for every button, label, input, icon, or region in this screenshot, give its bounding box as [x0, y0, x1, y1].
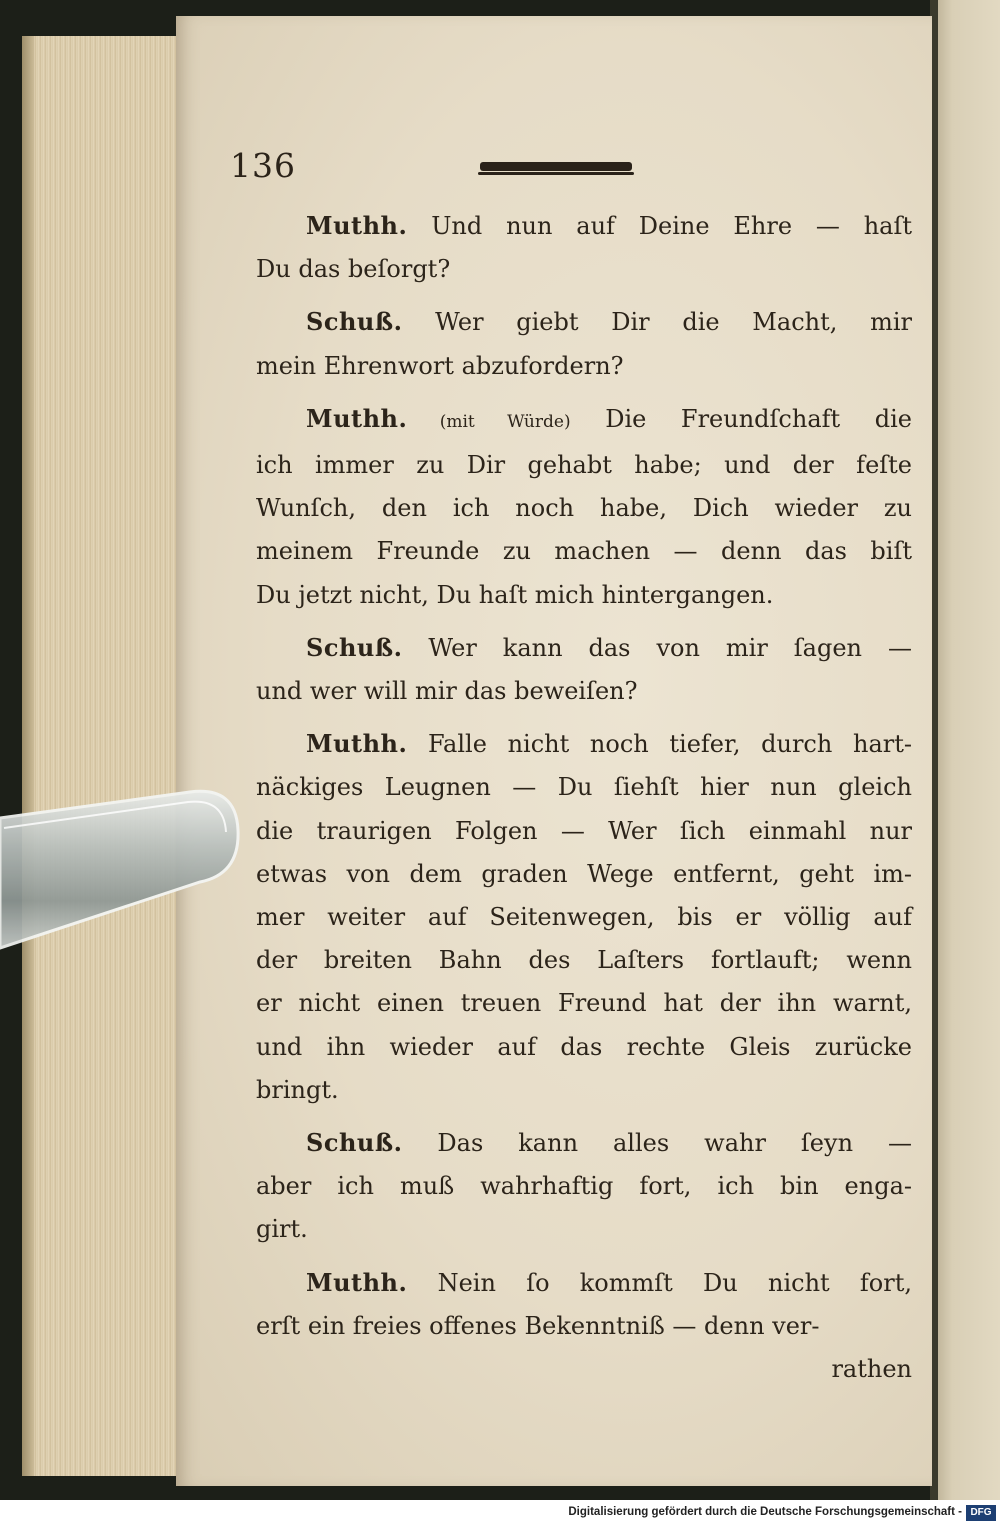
text-line: [256, 939, 912, 982]
line-text: Die Freundſchaft die: [570, 404, 913, 433]
line-text: erſt ein freies offenes Bekenntniß — denn ver-: [256, 1311, 820, 1340]
line-text: aber ich muß wahrhaftig fort, ich bin enga-: [256, 1172, 912, 1201]
speech-paragraph: [256, 626, 912, 713]
speaker-name: Muthh.: [306, 403, 408, 433]
text-line: [256, 1208, 912, 1251]
line-text: die traurigen Folgen — Wer ſich einmahl nur: [256, 816, 912, 845]
text-line: [256, 300, 912, 344]
speaker-name: Schuß.: [306, 307, 403, 337]
page-number: 136: [230, 146, 296, 185]
text-line: [256, 444, 912, 487]
line-text: ich immer zu Dir gehabt habe; und der feſte: [256, 451, 912, 480]
page-clip: [0, 788, 240, 954]
header-ornament-rule-lower: [478, 172, 634, 175]
speaker-name: Muthh.: [306, 729, 408, 759]
page-text: [256, 204, 912, 1400]
line-text: etwas von dem graden Wege entfernt, geht im-: [256, 859, 912, 888]
line-text: er nicht einen treuen Freund hat der ihn warnt,: [256, 989, 912, 1018]
line-text: Wunſch, den ich noch habe, Dich wieder zu: [256, 494, 912, 523]
line-text: meinem Freunde zu machen — denn das biſt: [256, 537, 912, 566]
line-text: Und nun auf Deine Ehre — haſt: [407, 212, 912, 240]
text-line: [256, 204, 912, 248]
text-line: [256, 670, 912, 713]
text-line: [256, 1305, 912, 1348]
speech-paragraph: [256, 1261, 912, 1392]
line-text: Du das beſorgt?: [256, 255, 451, 284]
text-line: [256, 248, 912, 291]
line-text: girt.: [256, 1215, 308, 1244]
text-line: [256, 766, 912, 809]
line-text: mer weiter auf Seitenwegen, bis er völlig auf: [256, 903, 912, 932]
text-line: [256, 722, 912, 766]
header-ornament-rule: [480, 162, 632, 171]
line-text: Nein ſo kommſt Du nicht fort,: [407, 1268, 912, 1297]
stage-direction: (mit Würde): [407, 411, 571, 432]
text-line: [256, 1026, 912, 1069]
text-line: [256, 530, 912, 573]
text-line: [256, 853, 912, 896]
line-text: Das kann alles wahr ſeyn —: [402, 1129, 912, 1158]
text-line: [256, 1261, 912, 1305]
text-line: [256, 896, 912, 939]
footer-bar: [0, 1500, 1000, 1528]
speech-paragraph: [256, 1121, 912, 1252]
right-page: [932, 0, 1000, 1500]
speaker-name: Muthh.: [306, 1267, 408, 1297]
text-line: [256, 810, 912, 853]
line-text: und ihn wieder auf das rechte Gleis zurücke: [256, 1032, 912, 1061]
line-text: und wer will mir das beweiſen?: [256, 677, 638, 706]
speaker-name: Muthh.: [306, 211, 408, 240]
line-text: Du jetzt nicht, Du haſt mich hintergangen.: [256, 580, 774, 609]
catchword: rathen: [831, 1355, 912, 1384]
speech-paragraph: [256, 397, 912, 617]
text-line: [256, 1165, 912, 1208]
line-text: Falle nicht noch tiefer, durch hart-: [407, 730, 912, 759]
text-line: [256, 574, 912, 617]
speech-paragraph: [256, 722, 912, 1112]
text-line: [256, 1121, 912, 1165]
text-line: [256, 1069, 912, 1112]
line-text: bringt.: [256, 1075, 339, 1104]
page-header: [230, 146, 650, 186]
page-stack-shadow: [22, 36, 34, 1476]
line-text: näckiges Leugnen — Du ſiehſt hier nun gleich: [256, 773, 912, 802]
funding-credit: Digitalisierung gefördert durch die Deutsche Forschungsgemeinschaft -: [568, 1506, 962, 1518]
page-stack-edge: [22, 36, 182, 1476]
text-line: [256, 345, 912, 388]
line-text: mein Ehrenwort abzufordern?: [256, 351, 624, 380]
speaker-name: Schuß.: [306, 632, 403, 662]
text-line: [256, 626, 912, 670]
text-line: [256, 982, 912, 1025]
speech-paragraph: [256, 204, 912, 291]
speech-paragraph: [256, 300, 912, 387]
speaker-name: Schuß.: [306, 1128, 403, 1158]
line-text: Wer kann das von mir ſagen —: [402, 633, 912, 662]
text-line: [256, 397, 912, 444]
text-line: [256, 487, 912, 530]
line-text: der breiten Bahn des Laſters fortlauft; wenn: [256, 946, 912, 975]
line-text: Wer giebt Dir die Macht, mir: [402, 308, 912, 337]
dfg-logo: DFG: [966, 1505, 996, 1521]
